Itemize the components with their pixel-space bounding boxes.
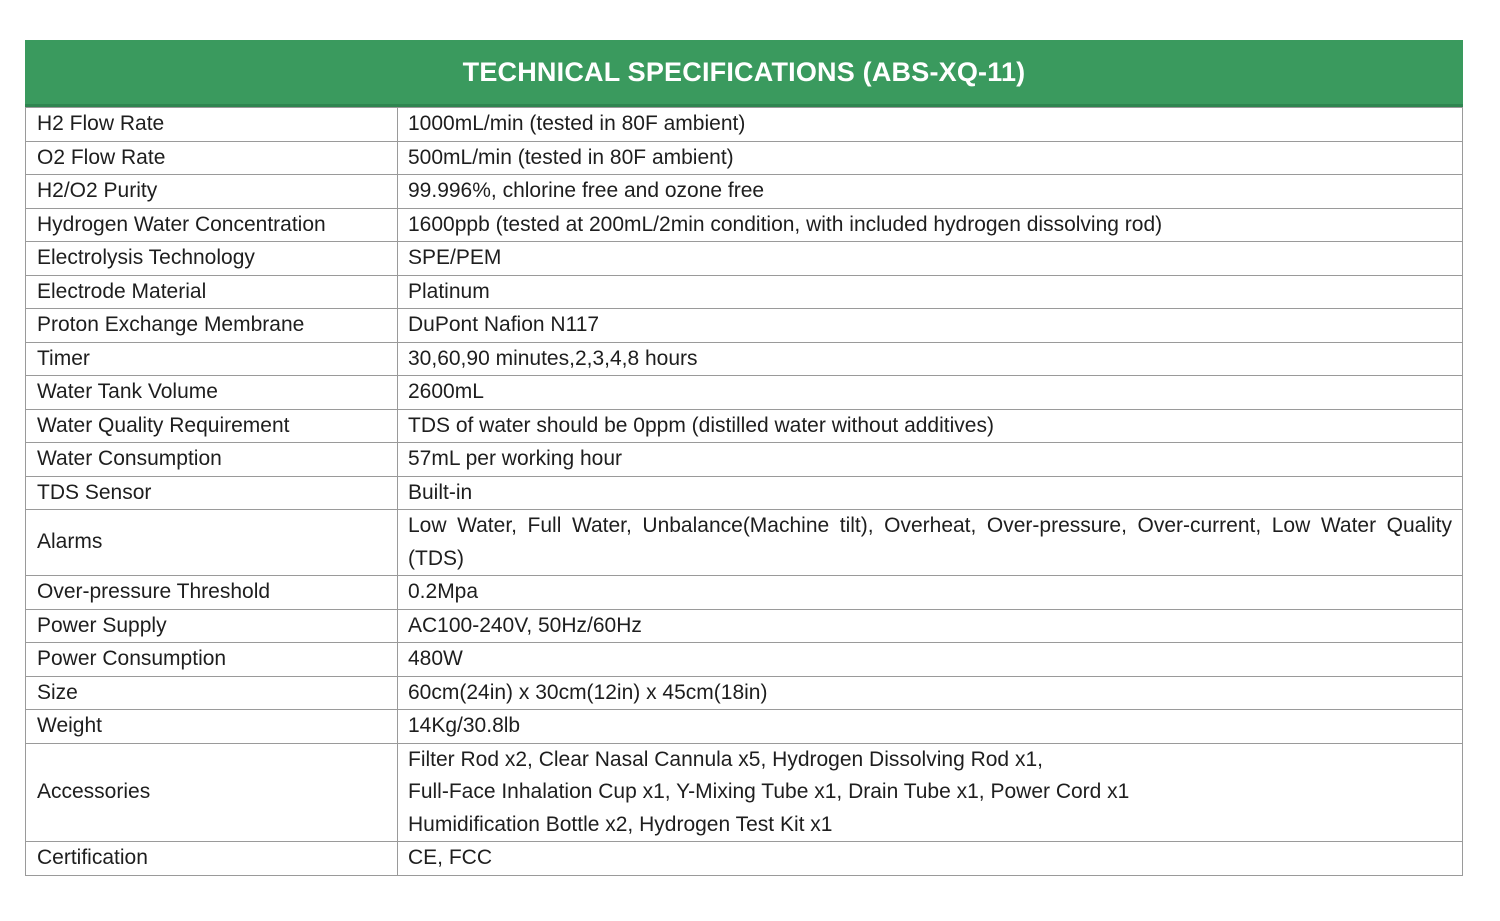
spec-value-line: 14Kg/30.8lb [408,714,521,737]
spec-value-line: 60cm(24in) x 30cm(12in) x 45cm(18in) [408,680,768,704]
spec-label: Electrode Material [26,275,398,309]
spec-value-line: Full-Face Inhalation Cup x1, Y-Mixing Tube x1, Drain Tube x1, Power Cord x1 [408,780,1130,803]
spec-value [398,643,1463,677]
spec-label: Water Quality Requirement [26,409,398,443]
spec-value [398,108,1463,142]
table-row [26,710,1463,744]
spec-value [398,609,1463,643]
spec-value [398,510,1463,576]
spec-label: Weight [26,710,398,744]
spec-table-body [26,108,1463,876]
spec-label: Proton Exchange Membrane [26,309,398,343]
table-row [26,743,1463,842]
spec-label: Over-pressure Threshold [26,576,398,610]
spec-value [398,175,1463,209]
spec-label: Power Supply [26,609,398,643]
table-row [26,510,1463,576]
page-title: TECHNICAL SPECIFICATIONS (ABS-XQ-11) [25,40,1463,107]
table-row [26,208,1463,242]
spec-value [398,443,1463,477]
spec-value [398,141,1463,175]
spec-value-line: 0.2Mpa [408,580,479,603]
table-row [26,309,1463,343]
spec-value-line: 1600ppb (tested at 200mL/2min condition, with included hydrogen dissolving rod) [408,212,1163,236]
table-row [26,476,1463,510]
table-row [26,342,1463,376]
spec-value [398,576,1463,610]
table-row [26,175,1463,209]
spec-label: TDS Sensor [26,476,398,510]
spec-value [398,710,1463,744]
spec-value [398,208,1463,242]
spec-label: Water Tank Volume [26,376,398,410]
spec-value [398,342,1463,376]
spec-label: Hydrogen Water Concentration [26,208,398,242]
table-row [26,842,1463,876]
spec-value [398,242,1463,276]
spec-label: Timer [26,342,398,376]
spec-value-line: 2600mL [408,380,484,403]
spec-label: Accessories [26,743,398,842]
spec-sheet [25,40,1463,876]
spec-value-line: Built-in [408,480,473,504]
spec-value [398,842,1463,876]
spec-label: Electrolysis Technology [26,242,398,276]
spec-label: O2 Flow Rate [26,141,398,175]
spec-label: Alarms [26,510,398,576]
spec-label: H2 Flow Rate [26,108,398,142]
spec-value [398,476,1463,510]
spec-value-line: CE, FCC [408,846,492,869]
spec-label: H2/O2 Purity [26,175,398,209]
spec-value-line: 99.996%, chlorine free and ozone free [408,179,765,202]
spec-value-line: 1000mL/min (tested in 80F ambient) [408,112,746,135]
table-row [26,108,1463,142]
table-row [26,676,1463,710]
spec-value-line: SPE/PEM [408,246,502,269]
spec-label: Water Consumption [26,443,398,477]
table-row [26,643,1463,677]
spec-value-line: Humidification Bottle x2, Hydrogen Test Kit x1 [408,812,833,836]
spec-value [398,275,1463,309]
spec-value-line: Platinum [408,279,490,303]
table-row [26,242,1463,276]
spec-value-line: 500mL/min (tested in 80F ambient) [408,145,734,169]
spec-value-line: Low Water, Full Water, Unbalance(Machine tilt), Overheat, Over-pressure, Over-current, Low Water Quality (TDS) [408,514,1452,570]
spec-value-line: Filter Rod x2, Clear Nasal Cannula x5, Hydrogen Dissolving Rod x1, [408,747,1043,771]
table-row [26,609,1463,643]
table-row [26,376,1463,410]
spec-value-line: 480W [408,647,463,670]
spec-label: Certification [26,842,398,876]
spec-value-line: AC100-240V, 50Hz/60Hz [408,613,642,637]
spec-table [25,107,1463,876]
table-row [26,443,1463,477]
spec-value-line: DuPont Nafion N117 [408,313,600,336]
table-row [26,275,1463,309]
table-row [26,141,1463,175]
spec-label: Power Consumption [26,643,398,677]
spec-value [398,676,1463,710]
spec-value [398,309,1463,343]
spec-value-line: TDS of water should be 0ppm (distilled water without additives) [408,413,994,437]
table-row [26,409,1463,443]
table-row [26,576,1463,610]
spec-value [398,409,1463,443]
spec-value-line: 30,60,90 minutes,2,3,4,8 hours [408,346,698,370]
spec-value [398,743,1463,842]
spec-value [398,376,1463,410]
spec-value-line: 57mL per working hour [408,447,622,470]
spec-label: Size [26,676,398,710]
